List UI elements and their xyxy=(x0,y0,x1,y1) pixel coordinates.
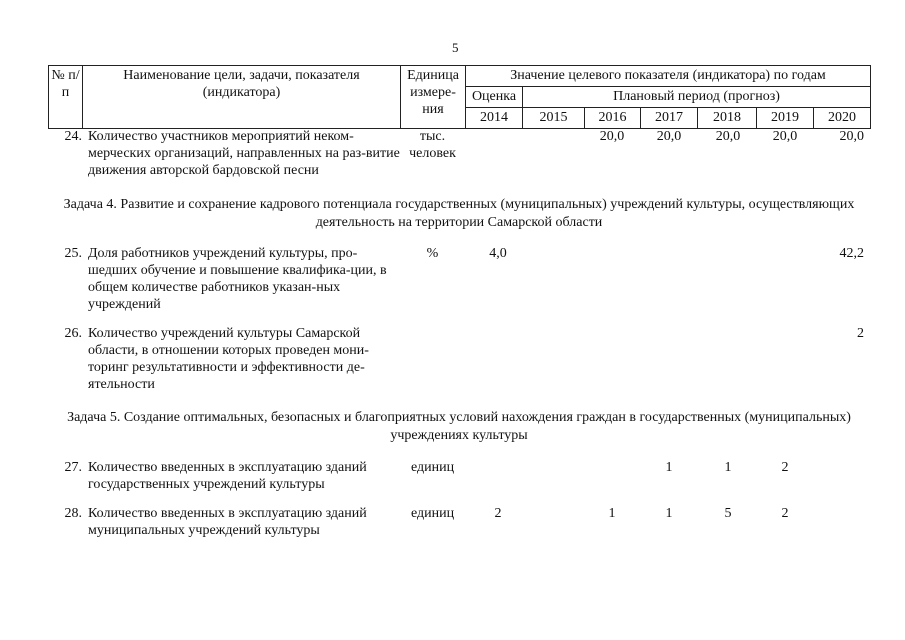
header-year: 2016 xyxy=(585,108,641,129)
row-name: Количество введенных в эксплуатацию зданий государственных учреждений культуры xyxy=(88,460,367,492)
row-unit: единиц xyxy=(410,460,455,475)
row-value: 20,0 xyxy=(599,129,625,144)
task-5-heading: Задача 5. Создание оптимальных, безопасных и благоприятных условий нахождения граждан в государственных (муниципальных) учреждениях культуры xyxy=(67,410,851,443)
row-unit: % xyxy=(426,246,439,261)
header-year: 2014 xyxy=(466,108,523,129)
row-name: Количество учреждений культуры Самарской области, в отношении которых проведен мони-торинг результативности и эффективности де-ятельности xyxy=(88,326,369,392)
row-number: 26. xyxy=(64,326,82,341)
page-number: 5 xyxy=(452,40,459,55)
row-value: 20,0 xyxy=(656,129,682,144)
row-number: 28. xyxy=(64,506,82,521)
row-value: 2 xyxy=(494,506,502,521)
row-unit: единиц xyxy=(410,506,455,521)
task-4-heading: Задача 4. Развитие и сохранение кадрового потенциала государственных (муниципальных) учреждений культуры, осуществляющих деятельность на территории Самарской области xyxy=(63,197,855,230)
row-value: 1 xyxy=(665,506,673,521)
header-year: 2015 xyxy=(523,108,585,129)
row-value: 20,0 xyxy=(839,129,864,144)
row-name: Доля работников учреждений культуры, про-шедших обучение и повышение квалифика-ции, в общем количестве работников указан-ных учреждений xyxy=(88,246,387,312)
header-values-title: Значение целевого показателя (индикатора) по годам xyxy=(466,66,871,87)
row-value: 2 xyxy=(781,506,789,521)
row-value: 20,0 xyxy=(715,129,741,144)
row-value: 4,0 xyxy=(489,246,507,261)
row-name: Количество участников мероприятий неком-мерческих организаций, направленных на раз-витие движения авторской бардовской песни xyxy=(88,129,400,178)
row-value: 2 xyxy=(857,326,864,341)
row-value: 42,2 xyxy=(839,246,864,261)
row-value: 5 xyxy=(724,506,732,521)
header-estimate: Оценка xyxy=(466,87,523,108)
row-number: 25. xyxy=(64,246,82,261)
header-plan: Плановый период (прогноз) xyxy=(523,87,871,108)
row-value: 1 xyxy=(724,460,732,475)
row-number: 24. xyxy=(64,129,82,144)
table-header xyxy=(48,65,871,129)
header-year: 2019 xyxy=(757,108,814,129)
header-name: Наименование цели, задачи, показателя (индикатора) xyxy=(83,66,401,129)
row-unit: тыс. человек xyxy=(409,129,456,161)
header-num: № п/п xyxy=(49,66,83,129)
row-value: 1 xyxy=(608,506,616,521)
header-year: 2020 xyxy=(814,108,871,129)
header-year: 2018 xyxy=(698,108,757,129)
row-value: 1 xyxy=(665,460,673,475)
row-value: 20,0 xyxy=(772,129,798,144)
header-unit: Единица измере-ния xyxy=(401,66,466,129)
header-year: 2017 xyxy=(641,108,698,129)
row-value: 2 xyxy=(781,460,789,475)
row-number: 27. xyxy=(64,460,82,475)
row-name: Количество введенных в эксплуатацию зданий муниципальных учреждений культуры xyxy=(88,506,367,538)
